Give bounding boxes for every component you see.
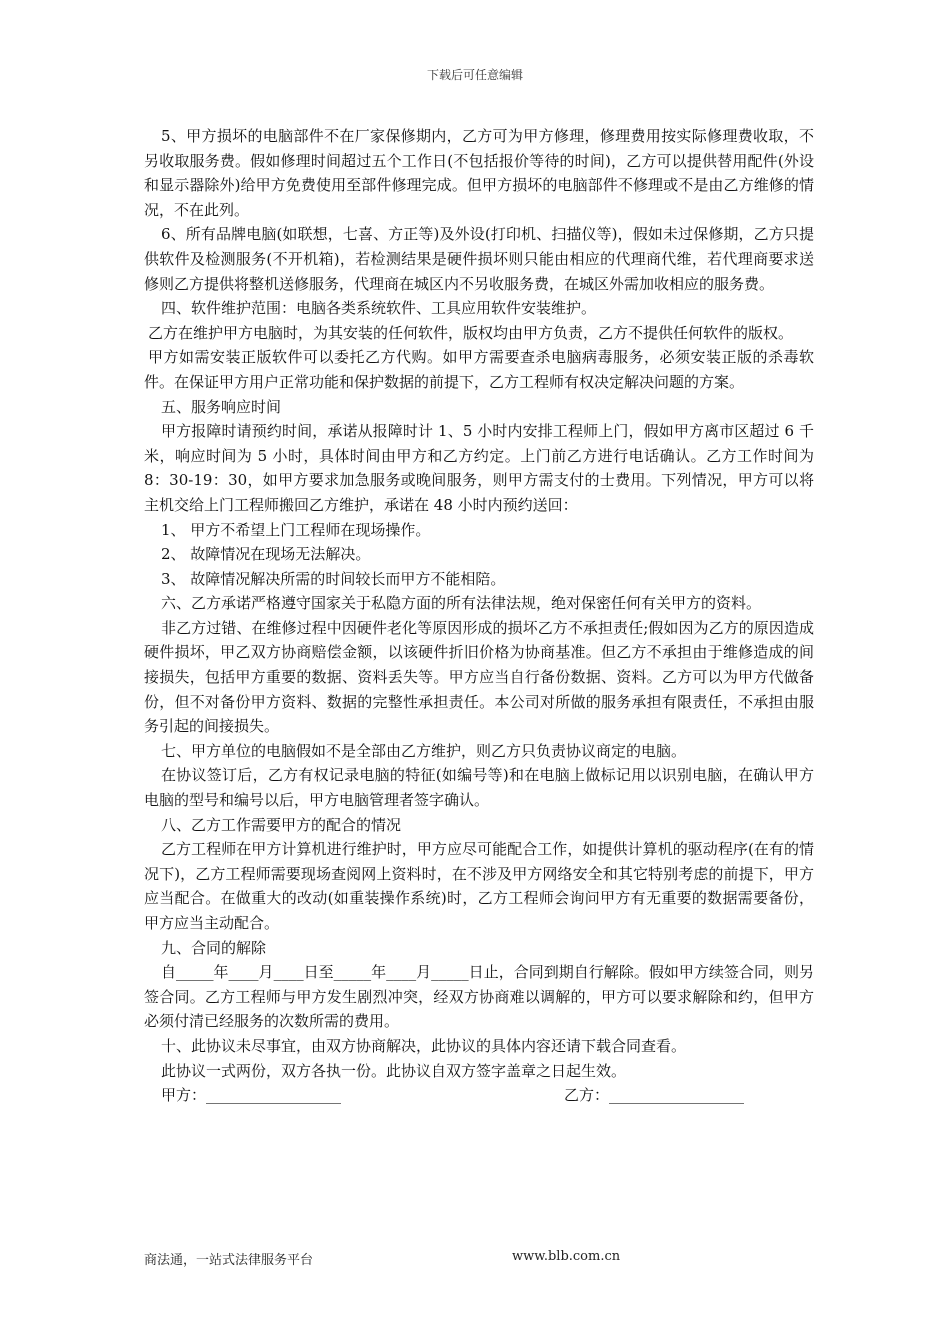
section-heading-6: 六、乙方承诺严格遵守国家关于私隐方面的所有法律法规，绝对保密任何有关甲方的资料。 [161, 594, 762, 613]
paragraph-cooperation: 乙方工程师在甲方计算机进行维护时，甲方应尽可能配合工作，如提供计算机的驱动程序(在有的情况下)，乙方工程师需要现场查阅网上资料时，在不涉及甲方网络安全和其它特别考虑的前提下，甲方应当配合。在做重大的改动(如重装操作系统)时，乙方工程师会询问甲方有无重要的数据需要备份，甲方应当主动配合。 [144, 840, 814, 932]
paragraph-software-copyright: 乙方在维护甲方电脑时，为其安装的任何软件，版权均由甲方负责，乙方不提供任何软件的版权。 [148, 323, 794, 342]
list-item-1: 1、 甲方不希望上门工程师在现场操作。 [161, 520, 431, 539]
list-item-3: 3、 故障情况解决所需的时间较长而甲方不能相陪。 [161, 569, 506, 588]
signature-row [144, 1083, 814, 1107]
paragraph-effective: 此协议一式两份，双方各执一份。此协议自双方签字盖章之日起生效。 [161, 1061, 627, 1080]
list-item-2: 2、 故障情况在现场无法解决。 [161, 545, 371, 564]
party-a-signature-line: 甲方：__________________ [161, 1086, 342, 1105]
section-heading-10: 十、此协议未尽事宜，由双方协商解决，此协议的具体内容还请下载合同查看。 [161, 1036, 687, 1055]
section-heading-7: 七、甲方单位的电脑假如不是全部由乙方维护，则乙方只负责协议商定的电脑。 [161, 741, 687, 760]
section-heading-5: 五、服务响应时间 [161, 397, 282, 416]
footer-platform-name: 商法通，一站式法律服务平台 [144, 1253, 314, 1268]
section-heading-8: 八、乙方工作需要甲方的配合的情况 [161, 815, 402, 834]
page-header: 下载后可任意编辑 [426, 68, 523, 82]
paragraph-marking: 在协议签订后，乙方有权记录电脑的特征(如编号等)和在电脑上做标记用以识别电脑，在确认甲方电脑的型号和编号以后，甲方电脑管理者签字确认。 [144, 766, 814, 810]
paragraph-termination: 自_____年____月____日至_____年____月_____日止，合同到期自行解除。假如甲方续签合同，则另签合同。乙方工程师与甲方发生剧烈冲突，经双方协商难以调解的，甲方可以要求解除和约，但甲方必须付清已经服务的次数所需的费用。 [144, 963, 814, 1031]
section-heading-9: 九、合同的解除 [161, 938, 267, 957]
section-heading-4: 四、软件维护范围：电脑各类系统软件、工具应用软件安装维护。 [161, 299, 597, 318]
footer-website: www.blb.com.cn [512, 1249, 621, 1264]
paragraph-liability: 非乙方过错、在维修过程中因硬件老化等原因形成的损坏乙方不承担责任;假如因为乙方的原因造成硬件损坏，甲乙双方协商赔偿金额，以该硬件折旧价格为协商基准。但乙方不承担由于维修造成的间接损失，包括甲方重要的数据、资料丢失等。甲方应当自行备份数据、资料。乙方可以为甲方代做备份，但不对备份甲方资料、数据的完整性承担责任。本公司对所做的服务承担有限责任，不承担由服务引起的间接损失。 [144, 618, 814, 736]
paragraph-clause-6: 6、所有品牌电脑(如联想，七喜、方正等)及外设(打印机、扫描仪等)，假如未过保修期，乙方只提供软件及检测服务(不开机箱)，若检测结果是硬件损坏则只能由相应的代理商代维，若代理商要求送修则乙方提供将整机送修服务，代理商在城区内不另收服务费，在城区外需加收相应的服务费。 [144, 225, 814, 293]
paragraph-clause-5: 5、甲方损坏的电脑部件不在厂家保修期内，乙方可为甲方修理，修理费用按实际修理费收取，不另收取服务费。假如修理时间超过五个工作日(不包括报价等待的时间)，乙方可以提供替用配件(外设和显示器除外)给甲方免费使用至部件修理完成。但甲方损坏的电脑部件不修理或不是由乙方维修的情况，不在此列。 [144, 127, 814, 219]
paragraph-genuine-software: 甲方如需安装正版软件可以委托乙方代购。如甲方需要查杀电脑病毒服务，必须安装正版的杀毒软件。在保证甲方用户正常功能和保护数据的前提下，乙方工程师有权决定解决问题的方案。 [144, 348, 814, 391]
party-b-signature-line: 乙方：__________________ [564, 1086, 745, 1105]
document-body [144, 124, 814, 1107]
paragraph-response-time: 甲方报障时请预约时间，承诺从报障时计 1、5 小时内安排工程师上门，假如甲方离市区超过 6 千米，响应时间为 5 小时，具体时间由甲方和乙方约定。上门前乙方进行电话确认。乙方工作时间为 8：30-19：30，如甲方要求加急服务或晚间服务，则甲方需支付的士费用。下列情况，甲方可以将主机交给上门工程师搬回乙方维护，承诺在 48 小时内预约送回： [144, 422, 814, 514]
